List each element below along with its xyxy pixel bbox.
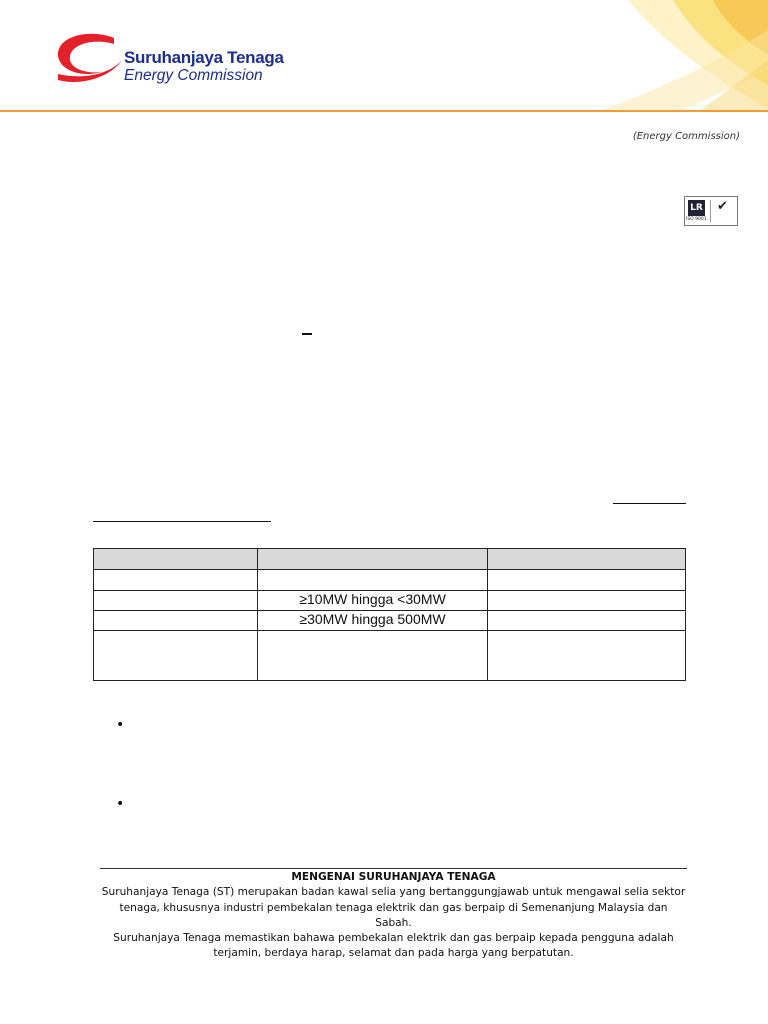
table-row [94,631,686,681]
table-cell: ≥10MW hingga <30MW [257,591,488,611]
table-header-cell [488,549,686,570]
about-section [100,870,687,962]
logo-swoosh-icon [50,30,126,86]
table-cell [488,631,686,681]
bullet-point: • [116,796,125,812]
about-text-line: Suruhanjaya Tenaga memastikan bahawa pembekalan elektrik dan gas berpaip kepada pengguna adalah [113,932,674,945]
footer-divider [100,868,687,869]
header-note: (Energy Commission) [632,131,740,142]
bullet-point: • [116,717,125,733]
org-name: Suruhanjaya Tenaga [124,48,284,67]
table-row [94,591,686,611]
org-name-english: Energy Commission [124,67,263,84]
letterhead [0,0,768,112]
capacity-table [93,548,686,681]
table-cell [257,570,488,591]
table-cell [94,631,258,681]
about-text-line: Suruhanjaya Tenaga (ST) merupakan badan kawal selia yang bertanggungjawab untuk mengawal selia sektor [101,886,686,899]
table-cell [488,591,686,611]
table-header-cell [94,549,258,570]
table-cell [94,591,258,611]
check-icon: ✔ [717,199,728,214]
table-cell: ≥30MW hingga 500MW [257,611,488,631]
table-header-cell [257,549,488,570]
table-row [94,611,686,631]
about-text-line: terjamin, berdaya harap, selamat dan pada harga yang berpatutan. [213,947,574,960]
dash-mark [302,333,312,335]
underline-mark [93,521,271,522]
lr-mark: LR [688,200,705,216]
underline-mark [613,503,686,504]
table-cell [488,570,686,591]
about-text-line: tenaga, khususnya industri pembekalan tenaga elektrik dan gas berpaip di Semenanjung Malaysia dan Sabah. [119,901,668,929]
table-cell [488,611,686,631]
about-title: MENGENAI SURUHANJAYA TENAGA [291,871,496,883]
badge-divider [710,200,711,222]
sunburst-decoration [478,0,768,112]
certification-badge-icon [684,196,738,226]
header-divider [0,110,768,112]
table-cell [94,611,258,631]
table-cell [257,631,488,681]
table-header-row [94,549,686,570]
iso-label: ISO 9001 [686,217,707,222]
table-row [94,570,686,591]
table-cell [94,570,258,591]
